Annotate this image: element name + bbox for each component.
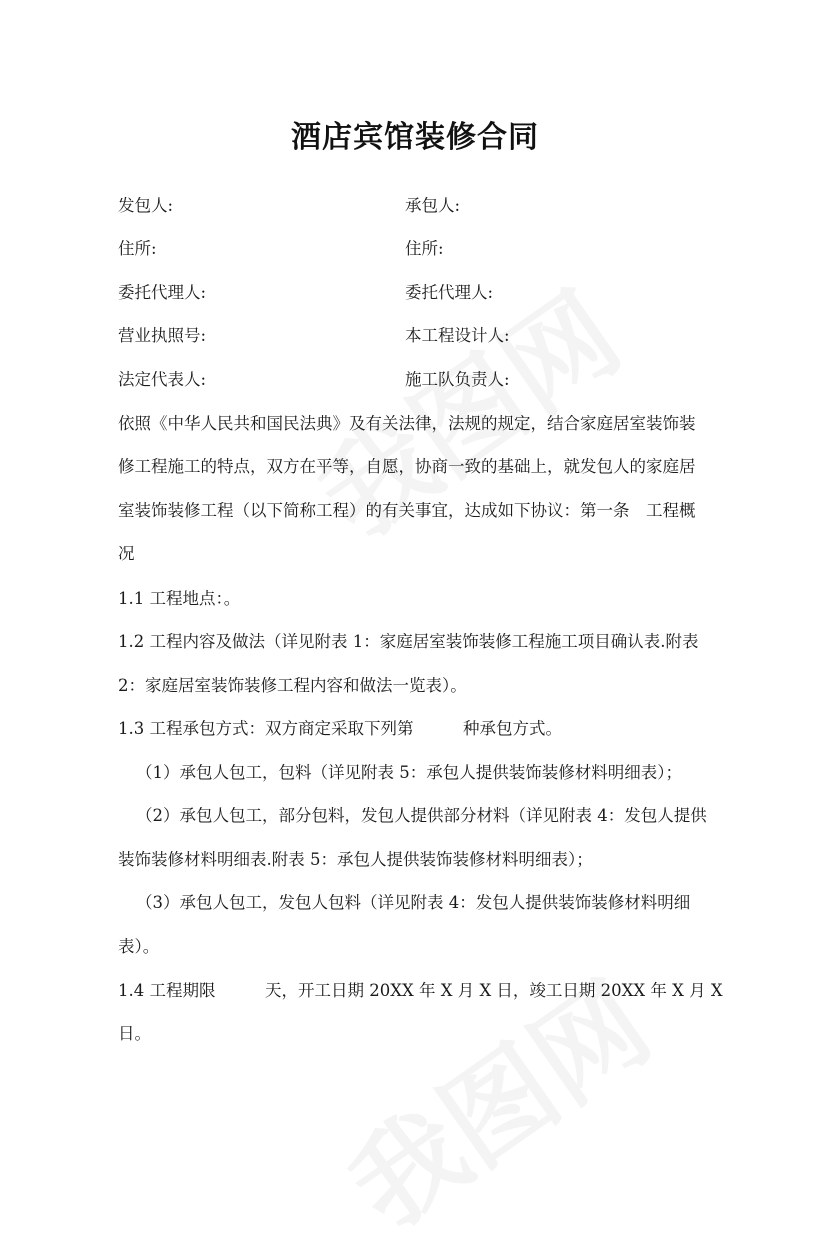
legal-rep-label: 法定代表人: xyxy=(118,370,207,389)
option-3-line: 表）。 xyxy=(118,937,160,956)
party-contractor-label: 承包人: xyxy=(405,196,461,215)
clause-1-3: 1.3 工程承包方式：双方商定采取下列第 种承包方式。 xyxy=(118,719,562,738)
business-license-label: 营业执照号: xyxy=(118,326,207,345)
option-1: （1）承包人包工，包料（详见附表 5：承包人提供装饰装修材料明细表）； xyxy=(136,763,682,782)
contractor-agent-label: 委托代理人: xyxy=(405,283,494,302)
clause-1-2-line: 1.2 工程内容及做法（详见附表 1：家庭居室装饰装修工程施工项目确认表.附表 xyxy=(118,632,699,651)
preamble-line: 室装饰装修工程（以下简称工程）的有关事宜，达成如下协议：第一条 工程概 xyxy=(118,501,696,520)
employer-agent-label: 委托代理人: xyxy=(118,283,207,302)
option-2-line: 装饰装修材料明细表.附表 5：承包人提供装饰装修材料明细表）； xyxy=(118,850,593,869)
option-3-line: （3）承包人包工，发包人包料（详见附表 4：发包人提供装饰装修材料明细 xyxy=(136,893,691,912)
clause-1-4-line: 日。 xyxy=(118,1024,151,1043)
option-2-line: （2）承包人包工，部分包料，发包人提供部分材料（详见附表 4：发包人提供 xyxy=(136,806,707,825)
contractor-address-label: 住所: xyxy=(405,239,444,258)
designer-label: 本工程设计人: xyxy=(405,326,510,345)
preamble-line: 修工程施工的特点，双方在平等，自愿，协商一致的基础上，就发包人的家庭居 xyxy=(118,457,696,476)
clause-1-4-line: 1.4 工程期限 天，开工日期 20XX 年 X 月 X 日，竣工日期 20XX 年 X 月 X xyxy=(118,981,723,1000)
preamble-line: 依照《中华人民共和国民法典》及有关法律，法规的规定，结合家庭居室装饰装 xyxy=(118,414,696,433)
team-leader-label: 施工队负责人: xyxy=(405,370,510,389)
clause-1-1: 1.1 工程地点：。 xyxy=(118,589,241,608)
party-employer-label: 发包人: xyxy=(118,196,174,215)
clause-1-2-line: 2：家庭居室装饰装修工程内容和做法一览表）。 xyxy=(118,676,467,695)
employer-address-label: 住所: xyxy=(118,239,157,258)
preamble-line: 况 xyxy=(118,544,135,563)
document-title: 酒店宾馆装修合同 xyxy=(291,120,539,155)
